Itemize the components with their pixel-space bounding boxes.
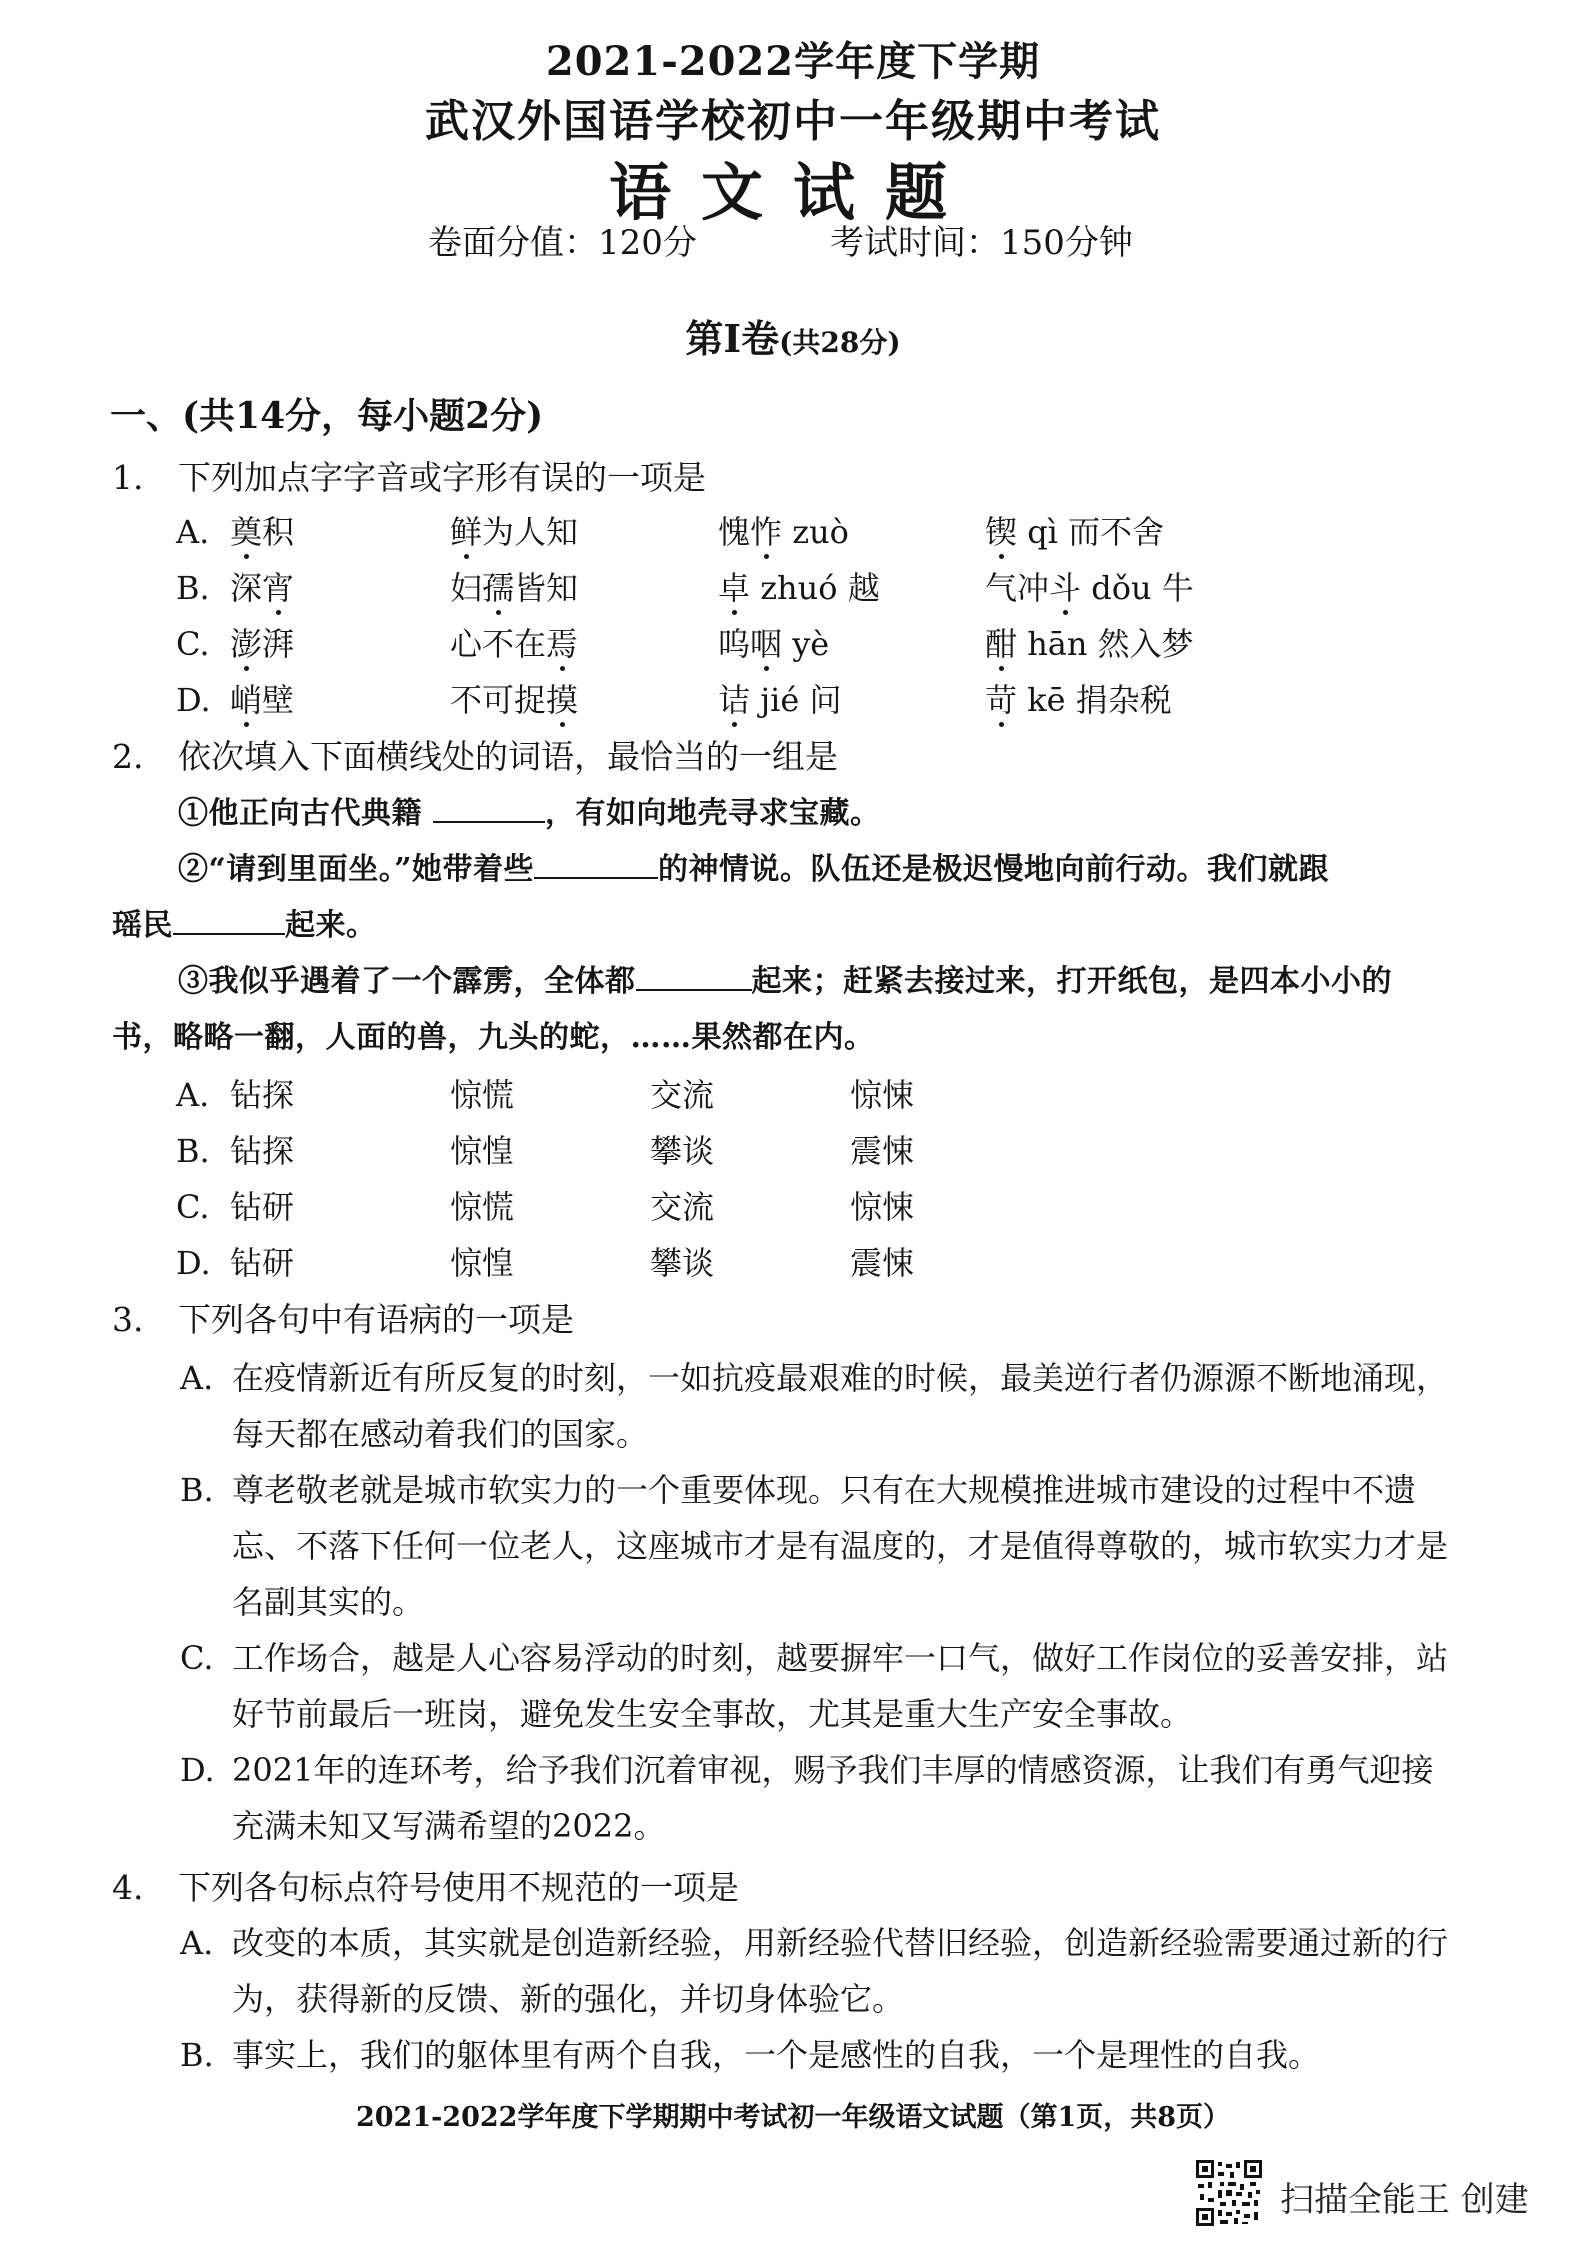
scanner-watermark [1196,2160,1580,2230]
qr-code-icon [1196,2160,1262,2226]
q2-blank1 [433,820,545,823]
q2-a-word2: 惊慌 [450,1076,515,1114]
q4-number: 4. [112,1868,144,1907]
q3-d-label: D. [180,1751,215,1789]
q3-number: 3. [112,1300,144,1339]
q2-s2-part2: 的神情说。队伍还是极迟慢地向前行动。我们就跟 [658,852,1330,887]
q1-c-word4: 酣 hān 然入梦 [985,625,1194,663]
q1-stem: 下列加点字字音或字形有误的一项是 [178,458,706,497]
q2-c-word4: 惊悚 [850,1188,915,1226]
q3-option-a [180,1350,1492,1462]
subject-title: 语文试题 [608,156,977,229]
q4-stem: 下列各句标点符号使用不规范的一项是 [178,1868,739,1907]
q1-c-word2: 心不在焉 [450,625,579,663]
q2-b-word4: 震悚 [850,1132,915,1170]
q2-c-word1: 钻研 [230,1188,295,1226]
semester-title: 2021-2022学年度下学期 [545,38,1041,85]
q2-s2-part4: 起来。 [285,908,377,943]
q2-s2-part3: 瑶民 [112,908,173,943]
q3-b-line2: 忘、不落下任何一位老人，这座城市才是有温度的，才是值得尊敬的，城市软实力才是 [232,1527,1449,1565]
q2-a-word1: 钻探 [230,1076,295,1114]
q2-b-word2: 惊惶 [450,1132,515,1170]
q2-d-word1: 钻研 [230,1244,295,1282]
q1-number: 1. [112,458,144,497]
q2-sentence1 [178,794,880,834]
q2-b-label: B. [176,1132,210,1170]
q2-d-label: D. [176,1244,211,1282]
q2-blank3 [173,932,285,935]
q1-b-word1: 深宵 [230,569,295,607]
q3-option-c [180,1630,1492,1742]
q1-a-word3: 愧怍 zuò [718,513,849,551]
q2-sentence3 [178,962,1392,1002]
q2-s3-part2: 起来；赶紧去接过来，打开纸包，是四本小小的 [751,964,1392,999]
exam-duration: 考试时间：150分钟 [830,223,1133,263]
q3-option-d [180,1742,1492,1854]
q2-blank2 [534,876,658,879]
q2-blank4 [636,988,752,991]
q2-s1-part2: ，有如向地壳寻求宝藏。 [544,796,881,831]
q2-a-label: A. [176,1076,210,1114]
q2-a-word4: 惊悚 [850,1076,915,1114]
q1-d-word4: 苛 kē 捐杂税 [985,681,1172,719]
q3-b-line1: 尊老敬老就是城市软实力的一个重要体现。只有在大规模推进城市建设的过程中不遗 [232,1471,1417,1509]
q2-a-word3: 交流 [650,1076,715,1114]
q1-b-label: B. [176,569,210,607]
q3-d-line1: 2021年的连环考，给予我们沉着审视，赐予我们丰厚的情感资源，让我们有勇气迎接 [232,1751,1434,1789]
q2-d-word4: 震悚 [850,1244,915,1282]
q3-b-label: B. [180,1471,214,1509]
q3-c-line1: 工作场合，越是人心容易浮动的时刻，越要摒牢一口气，做好工作岗位的妥善安排，站 [232,1639,1449,1677]
q3-b-line3: 名副其实的。 [232,1583,425,1621]
q4-a-label: A. [180,1924,214,1962]
q2-b-word3: 攀谈 [650,1132,715,1170]
q1-d-label: D. [176,681,211,719]
page-footer: 2021-2022学年度下学期期中考试初一年级语文试题（第1页，共8页） [355,2102,1231,2133]
q1-a-label: A. [176,513,210,551]
total-score: 卷面分值：120分 [428,223,697,263]
q2-s2-part1: ②“请到里面坐。”她带着些 [178,852,535,887]
volume-score: (共28分) [779,326,901,359]
q4-option-a [180,1915,1492,2027]
q1-a-word4: 锲 qì 而不舍 [985,513,1165,551]
q1-d-word3: 诘 jié 问 [718,681,842,719]
q2-stem: 依次填入下面横线处的词语，最恰当的一组是 [178,737,838,776]
q4-a-line1: 改变的本质，其实就是创造新经验，用新经验代替旧经验，创造新经验需要通过新的行 [232,1924,1449,1962]
q2-d-word2: 惊惶 [450,1244,515,1282]
q2-number: 2. [112,737,144,776]
q2-sentence2 [178,850,1329,890]
q4-b-line1: 事实上，我们的躯体里有两个自我，一个是感性的自我，一个是理性的自我。 [232,2036,1321,2074]
q1-b-word2: 妇孺皆知 [450,569,579,607]
volume-title: 第Ⅰ卷 [685,316,780,361]
q1-c-word3: 呜咽 yè [718,625,830,663]
q1-d-word1: 峭壁 [230,681,295,719]
q4-option-b [180,2027,1492,2083]
q3-c-label: C. [180,1639,214,1677]
q1-d-word2: 不可捉摸 [450,681,579,719]
q1-c-label: C. [176,625,210,663]
q1-b-word3: 卓 zhuó 越 [718,569,880,607]
q2-c-label: C. [176,1188,210,1226]
q3-a-line2: 每天都在感动着我们的国家。 [232,1415,649,1453]
q2-c-word2: 惊慌 [450,1188,515,1226]
q2-sentence3-cont: 书，略略一翻，人面的兽，九头的蛇，……果然都在内。 [112,1020,875,1055]
volume-heading [0,308,1586,363]
q1-c-word1: 澎湃 [230,625,295,663]
watermark-text: 扫描全能王 创建 [1280,2180,1529,2220]
q2-sentence2-cont [112,906,377,946]
q3-a-line1: 在疫情新近有所反复的时刻，一如抗疫最艰难的时候，最美逆行者仍源源不断地涌现， [232,1359,1449,1397]
q2-b-word1: 钻探 [230,1132,295,1170]
q3-stem: 下列各句中有语病的一项是 [178,1300,574,1339]
q3-d-line2: 充满未知又写满希望的2022。 [232,1807,666,1845]
q3-c-line2: 好节前最后一班岗，避免发生安全事故，尤其是重大生产安全事故。 [232,1695,1193,1733]
q3-option-b [180,1462,1492,1630]
section-heading: 一、(共14分，每小题2分) [110,395,544,437]
q4-a-line2: 为，获得新的反馈、新的强化，并切身体验它。 [232,1980,905,2018]
q2-c-word3: 交流 [650,1188,715,1226]
q3-a-label: A. [180,1359,214,1397]
school-exam-title: 武汉外国语学校初中一年级期中考试 [425,96,1161,147]
q2-d-word3: 攀谈 [650,1244,715,1282]
q4-b-label: B. [180,2036,214,2074]
q1-a-word1: 奠积 [230,513,295,551]
q2-s1-part1: ①他正向古代典籍 [178,796,422,831]
q2-s3-part1: ③我似乎遇着了一个霹雳，全体都 [178,964,636,999]
q1-a-word2: 鲜为人知 [450,513,579,551]
q1-b-word4: 气冲斗 dǒu 牛 [985,569,1194,607]
